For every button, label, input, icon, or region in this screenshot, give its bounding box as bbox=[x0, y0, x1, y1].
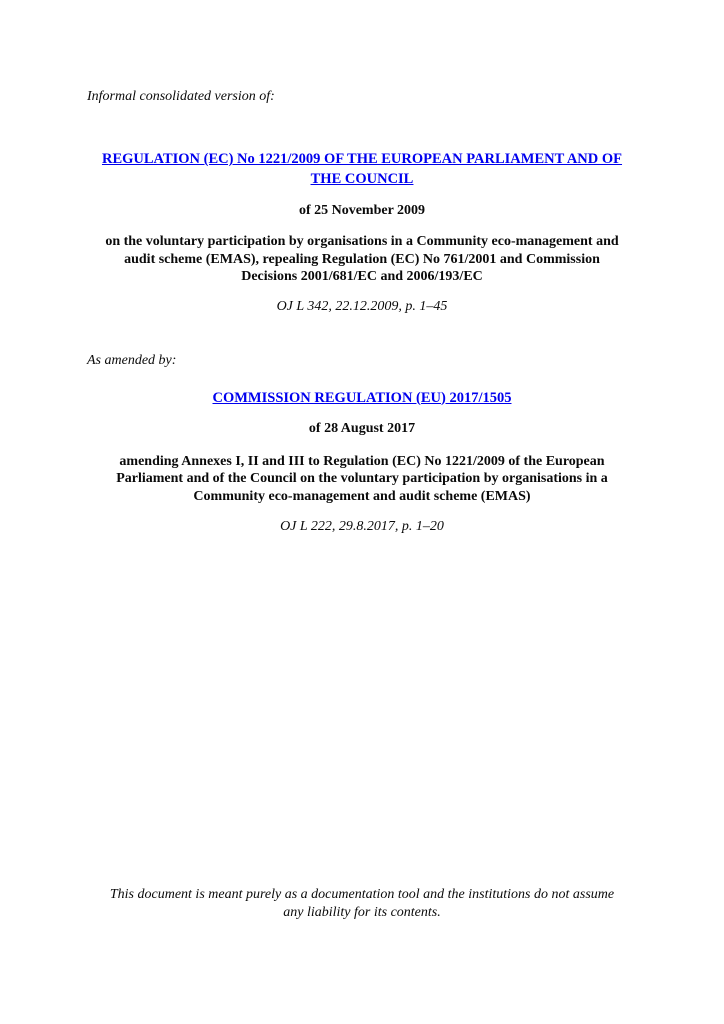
amending-regulation-date: of 28 August 2017 bbox=[308, 420, 416, 436]
amending-regulation-subject-line1: amending Annexes I, II and III to Regulation (EC) No 1221/2009 of the European bbox=[119, 453, 605, 469]
oj-reference-amending: OJ L 222, 29.8.2017, p. 1–20 bbox=[280, 519, 444, 534]
amended-by-note: As amended by: bbox=[87, 352, 177, 368]
disclaimer-line1: This document is meant purely as a documentation tool and the institutions do not assume bbox=[109, 887, 615, 902]
intro-note: Informal consolidated version of: bbox=[87, 89, 275, 104]
base-regulation-subject-line2: audit scheme (EMAS), repealing Regulation (EC) No 761/2001 and Commission bbox=[124, 251, 600, 267]
base-regulation-subject-line3: Decisions 2001/681/EC and 2006/193/EC bbox=[241, 269, 483, 284]
amending-regulation-title bbox=[87, 388, 637, 408]
base-regulation-title bbox=[87, 149, 637, 189]
amending-regulation-link[interactable]: COMMISSION REGULATION (EU) 2017/1505 bbox=[212, 389, 512, 406]
disclaimer-line2: any liability for its contents. bbox=[283, 904, 441, 920]
base-regulation-link-line1[interactable]: REGULATION (EC) No 1221/2009 OF THE EUROPEAN PARLIAMENT AND OF bbox=[101, 151, 623, 167]
amending-regulation-subject-line3: Community eco-management and audit scheme (EMAS) bbox=[193, 488, 531, 504]
base-regulation-link-line2[interactable]: THE COUNCIL bbox=[310, 171, 414, 187]
base-regulation-subject bbox=[87, 233, 637, 286]
amending-regulation-subject bbox=[87, 453, 637, 506]
amending-regulation-subject-line2: Parliament and of the Council on the voluntary participation by organisations in a bbox=[116, 471, 608, 486]
base-regulation-date: of 25 November 2009 bbox=[298, 203, 426, 218]
disclaimer bbox=[87, 886, 637, 921]
oj-reference-base: OJ L 342, 22.12.2009, p. 1–45 bbox=[276, 298, 448, 314]
base-regulation-link[interactable] bbox=[87, 149, 637, 189]
base-regulation-subject-line1: on the voluntary participation by organisations in a Community eco-management and bbox=[105, 234, 619, 249]
